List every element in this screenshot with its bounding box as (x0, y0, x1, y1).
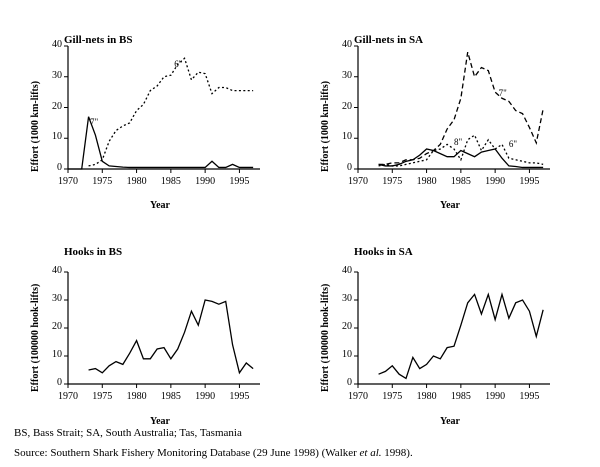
y-axis-label: Effort (1000 km-lifts) (30, 80, 41, 172)
y-tick-label: 10 (342, 349, 352, 360)
x-axis-label: Year (440, 416, 460, 427)
x-tick-label: 1985 (450, 176, 471, 187)
x-tick-label: 1995 (519, 176, 540, 187)
y-tick-label: 30 (52, 69, 62, 81)
x-tick-label: 1970 (348, 391, 368, 402)
x-tick-label: 1995 (519, 391, 540, 402)
footer-source-post: 1998). (381, 447, 413, 459)
x-tick-label: 1980 (416, 391, 437, 402)
x-tick-label: 1985 (450, 391, 471, 402)
y-axis-label: Effort (100000 hook-lifts) (30, 283, 41, 392)
plot-area (358, 272, 590, 424)
series-annotation: 7" (498, 88, 507, 99)
panel-title: Gill-nets in SA (354, 34, 424, 46)
y-tick-label: 30 (342, 293, 352, 304)
x-tick-label: 1970 (348, 176, 368, 187)
y-tick-label: 20 (52, 100, 62, 112)
y-tick-label: 0 (57, 377, 62, 388)
x-tick-label: 1985 (160, 391, 181, 402)
x-axis-label: Year (150, 416, 170, 427)
footer-legend-line (14, 427, 242, 439)
footer-source-line (14, 447, 413, 459)
y-tick-label: 20 (52, 321, 62, 332)
x-tick-label: 1990 (195, 391, 216, 402)
y-tick-label: 30 (52, 293, 62, 304)
series-line (89, 58, 254, 166)
x-tick-label: 1970 (58, 391, 78, 402)
y-tick-label: 0 (57, 162, 62, 173)
x-tick-label: 1985 (160, 176, 181, 187)
x-tick-label: 1990 (485, 391, 506, 402)
x-tick-label: 1975 (382, 391, 403, 402)
plot-area (68, 46, 300, 209)
series-annotation: 6" (508, 138, 518, 149)
x-tick-label: 1995 (229, 176, 250, 187)
x-tick-label: 1980 (126, 391, 147, 402)
plot-area (68, 272, 300, 424)
plot-area (358, 46, 590, 209)
x-tick-label: 1970 (58, 176, 78, 187)
x-tick-label: 1975 (382, 176, 403, 187)
y-tick-label: 30 (342, 69, 352, 81)
y-tick-label: 10 (52, 131, 62, 143)
y-tick-label: 0 (347, 377, 352, 388)
y-tick-label: 10 (342, 131, 352, 143)
series-annotation: 6" (174, 58, 183, 69)
x-tick-label: 1990 (195, 176, 216, 187)
y-tick-label: 40 (52, 265, 62, 276)
x-tick-label: 1980 (416, 176, 437, 187)
x-axis-label: Year (440, 200, 460, 211)
x-tick-label: 1975 (92, 176, 113, 187)
x-tick-label: 1980 (126, 176, 147, 187)
x-tick-label: 1990 (485, 176, 506, 187)
footer-source-etal: et al. (359, 447, 382, 459)
panel-title: Hooks in SA (354, 246, 413, 258)
y-tick-label: 10 (52, 349, 62, 360)
series-line (379, 294, 544, 378)
series-line (89, 300, 254, 373)
y-axis-label: Effort (100000 hook-lifts) (320, 283, 331, 392)
footer-line1: BS, Bass Strait; SA, South Australia; Tas, Tasmania (14, 427, 242, 439)
y-tick-label: 20 (342, 100, 352, 112)
x-tick-label: 1975 (92, 391, 113, 402)
series-annotation: 8" (454, 137, 463, 148)
panel-title: Gill-nets in BS (64, 34, 133, 46)
y-axis-label: Effort (1000 km-lifts) (320, 80, 331, 172)
series-line (379, 52, 544, 164)
y-tick-label: 0 (347, 162, 352, 173)
series-annotation: 7" (89, 117, 99, 128)
footer-source-pre: Source: Southern Shark Fishery Monitoring Database (29 June 1998) (Walker (14, 447, 360, 459)
x-tick-label: 1995 (229, 391, 250, 402)
y-tick-label: 20 (342, 321, 352, 332)
y-tick-label: 40 (342, 265, 352, 276)
panel-title: Hooks in BS (64, 246, 123, 258)
x-axis-label: Year (150, 200, 170, 211)
y-tick-label: 40 (52, 39, 62, 50)
y-tick-label: 40 (342, 39, 352, 50)
